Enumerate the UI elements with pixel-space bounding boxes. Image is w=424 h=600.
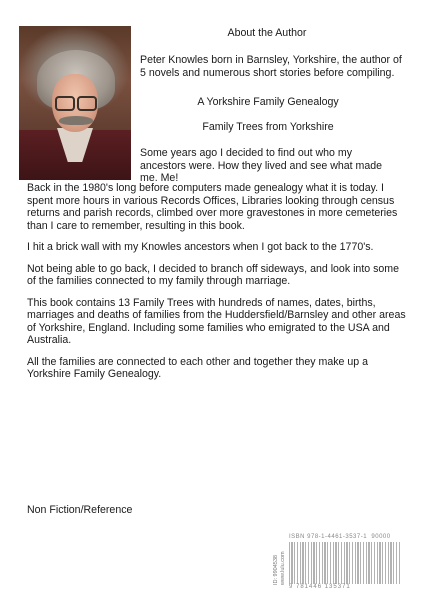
description-paragraph: I hit a brick wall with my Knowles ancestors when I got back to the 1770's. [27,241,374,253]
isbn-line: ISBN 978-1-4461-3537-1 90000 [289,534,391,540]
author-intro: Some years ago I decided to find out who my ancestors were. How they lived and see what made me. Me! [140,147,383,184]
lulu-url: www.lulu.com [280,551,286,585]
barcode-digits: 9 781446 135371 [289,584,351,590]
author-photo [19,26,131,180]
barcode-bars [289,542,401,584]
book-subtitle-1: A Yorkshire Family Genealogy [197,96,339,108]
lulu-id-number: ID: 9904538 [273,555,279,585]
about-author-heading: About the Author [227,27,307,39]
description-paragraph: Back in the 1980's long before computers made genealogy what it is today. I spent more hours in various Records Offices, Libraries looking through census returns and parish records, climbed over more gravestones in more cemeteries than I care to remember, resulting in this book. [27,182,398,232]
isbn-barcode [289,534,401,592]
book-description [27,182,409,390]
author-bio: Peter Knowles born in Barnsley, Yorkshire, the author of 5 novels and numerous short stories before compiling. [140,54,402,79]
description-paragraph: This book contains 13 Family Trees with hundreds of names, dates, births, marriages and deaths of families from the Huddersfield/Barnsley and other areas of Yorkshire, England. Including some families who emigrated to the USA and Australia. [27,296,406,346]
book-subtitle-2: Family Trees from Yorkshire [202,121,334,133]
photo-glasses-left [55,96,75,111]
lulu-id [273,535,289,585]
description-paragraph: Not being able to go back, I decided to branch off sideways, and look into some of the families connected to my family through marriage. [27,262,399,287]
genre-label: Non Fiction/Reference [27,504,133,516]
photo-glasses-right [77,96,97,111]
description-paragraph: All the families are connected to each other and together they make up a Yorkshire Family Genealogy. [27,355,368,380]
photo-mustache [59,116,93,125]
